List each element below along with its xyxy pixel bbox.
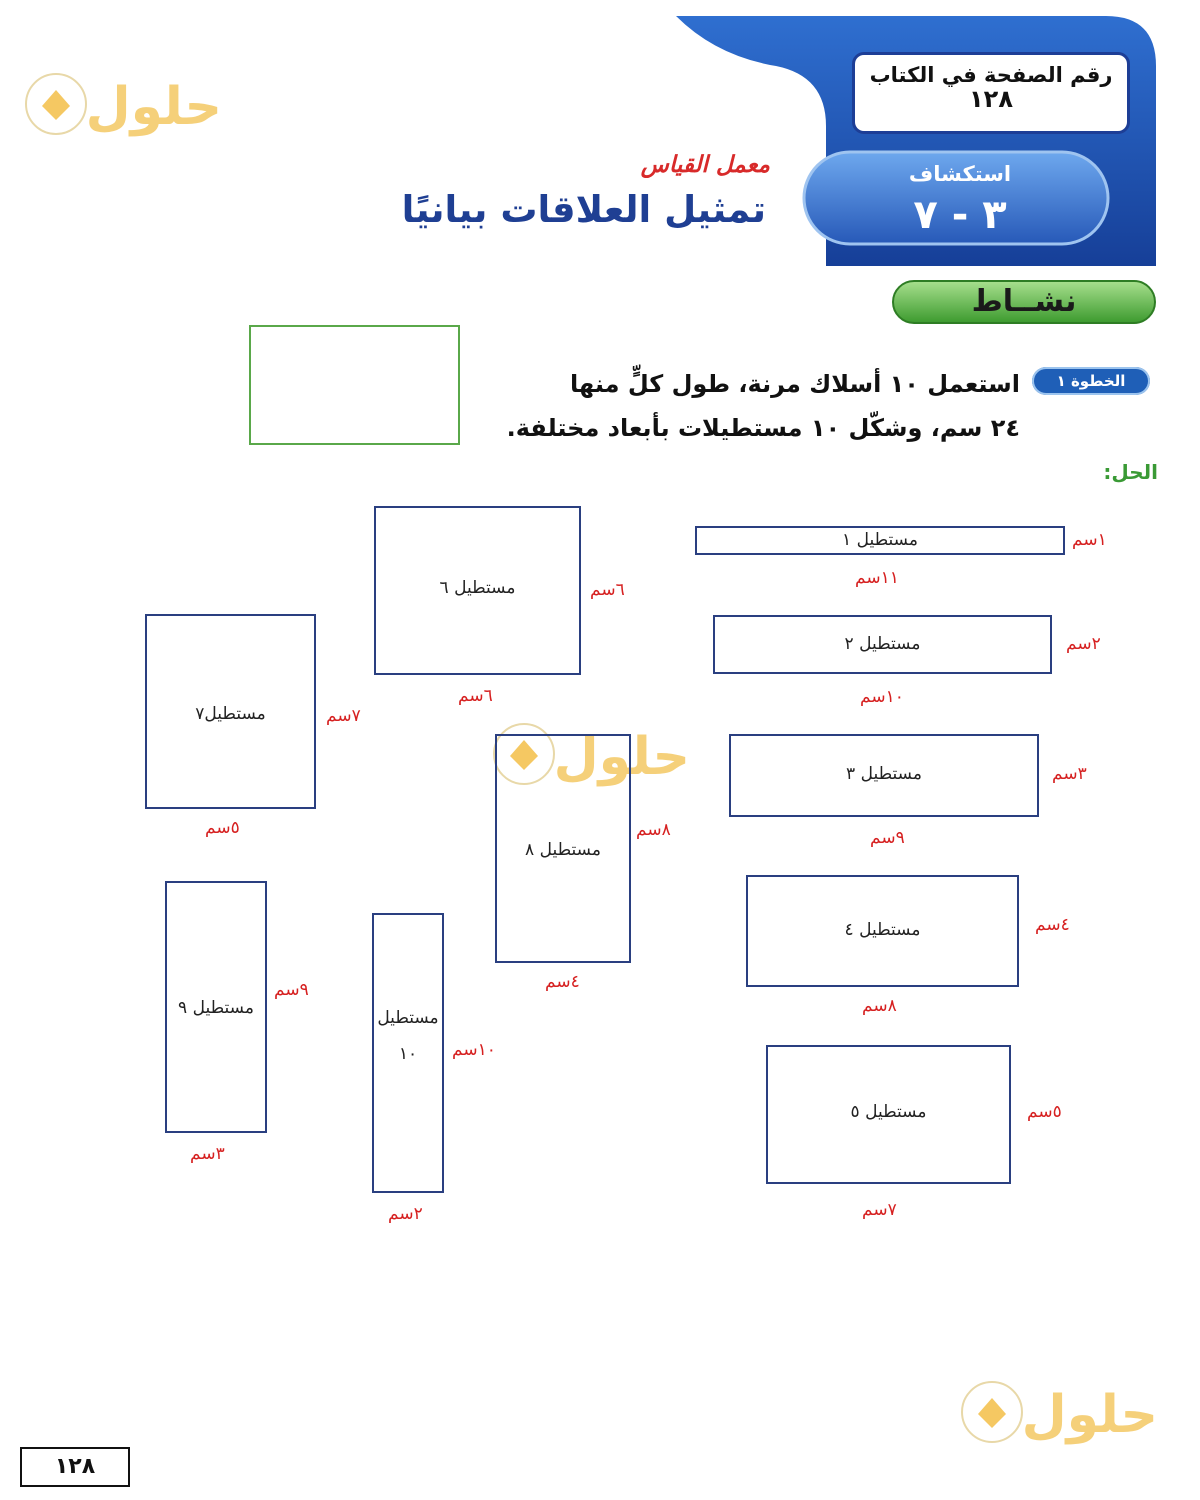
rectangle-label: مستطيل ٩: [178, 998, 254, 1018]
page-title: تمثيل العلاقات بيانيًا: [401, 188, 766, 231]
solution-label: الحل:: [1103, 460, 1158, 484]
watermark-text: حلول: [553, 727, 690, 787]
rectangle-label: مستطيل ٥: [850, 1102, 927, 1122]
book-page-label: رقم الصفحة في الكتاب: [869, 63, 1113, 87]
rectangle-width: ٦سم: [458, 686, 493, 706]
step-instructions: [480, 362, 1020, 450]
rectangle-height: ٢سم: [1066, 634, 1101, 654]
rectangle-label: مستطيل ١: [842, 530, 918, 550]
rectangle-label: مستطيل ٤: [844, 920, 921, 940]
rectangle-width: ١٠سم: [860, 687, 904, 707]
rectangle-label: مستطيل ٢: [844, 634, 921, 654]
book-page-number: ١٢٨: [969, 85, 1013, 113]
rectangle-label: مستطيل ٦: [439, 578, 516, 598]
watermark-logo: [22, 62, 232, 146]
rectangle-height: ٧سم: [326, 706, 361, 726]
rectangle-width: ٣سم: [190, 1144, 225, 1164]
explore-label: استكشاف: [908, 162, 1012, 186]
rectangle-height: ٣سم: [1052, 764, 1087, 784]
rectangle-width: ٩سم: [870, 828, 905, 848]
lesson-number: ٣ - ٧: [913, 192, 1007, 238]
book-page-box: [852, 52, 1130, 134]
rectangle-width: ٤سم: [545, 972, 580, 992]
rectangle-label: مستطيل ٨: [525, 840, 601, 860]
rectangle-height: ٩سم: [274, 980, 309, 1000]
empty-frame: [249, 325, 460, 445]
watermark-text: حلول: [1021, 1385, 1158, 1445]
page-number: ١٢٨: [20, 1447, 130, 1487]
rectangle-height: ٥سم: [1027, 1102, 1062, 1122]
step-line-2: ٢٤ سم، وشكّل ١٠ مستطيلات بأبعاد مختلفة.: [506, 414, 1020, 442]
activity-label: نشــاط: [971, 284, 1077, 319]
rectangle-width: ٢سم: [388, 1204, 423, 1224]
rectangle-height: ٨سم: [636, 820, 671, 840]
rectangle-width: ١١سم: [855, 568, 899, 588]
rectangle-height: ٦سم: [590, 580, 625, 600]
step-line-1: استعمل ١٠ أسلاك مرنة، طول كلٍّ منها: [569, 370, 1020, 398]
rectangle-label: مستطيل ٣: [846, 764, 922, 784]
rectangle-height: ١سم: [1072, 530, 1107, 550]
rectangle-height: ٤سم: [1035, 915, 1070, 935]
rectangle-width: ٥سم: [205, 818, 240, 838]
rectangle-height: ١٠سم: [452, 1040, 496, 1060]
step-badge: الخطوة ١: [1032, 367, 1150, 395]
rectangle-label: مستطيل ١٠: [377, 1008, 439, 1064]
rectangle-label: مستطيل٧: [195, 704, 266, 724]
lab-title: معمل القياس: [640, 152, 770, 178]
rectangle-width: ٧سم: [862, 1200, 897, 1220]
rectangle-width: ٨سم: [862, 996, 897, 1016]
watermark-text: حلول: [85, 77, 222, 137]
watermark-logo: [958, 1370, 1168, 1454]
